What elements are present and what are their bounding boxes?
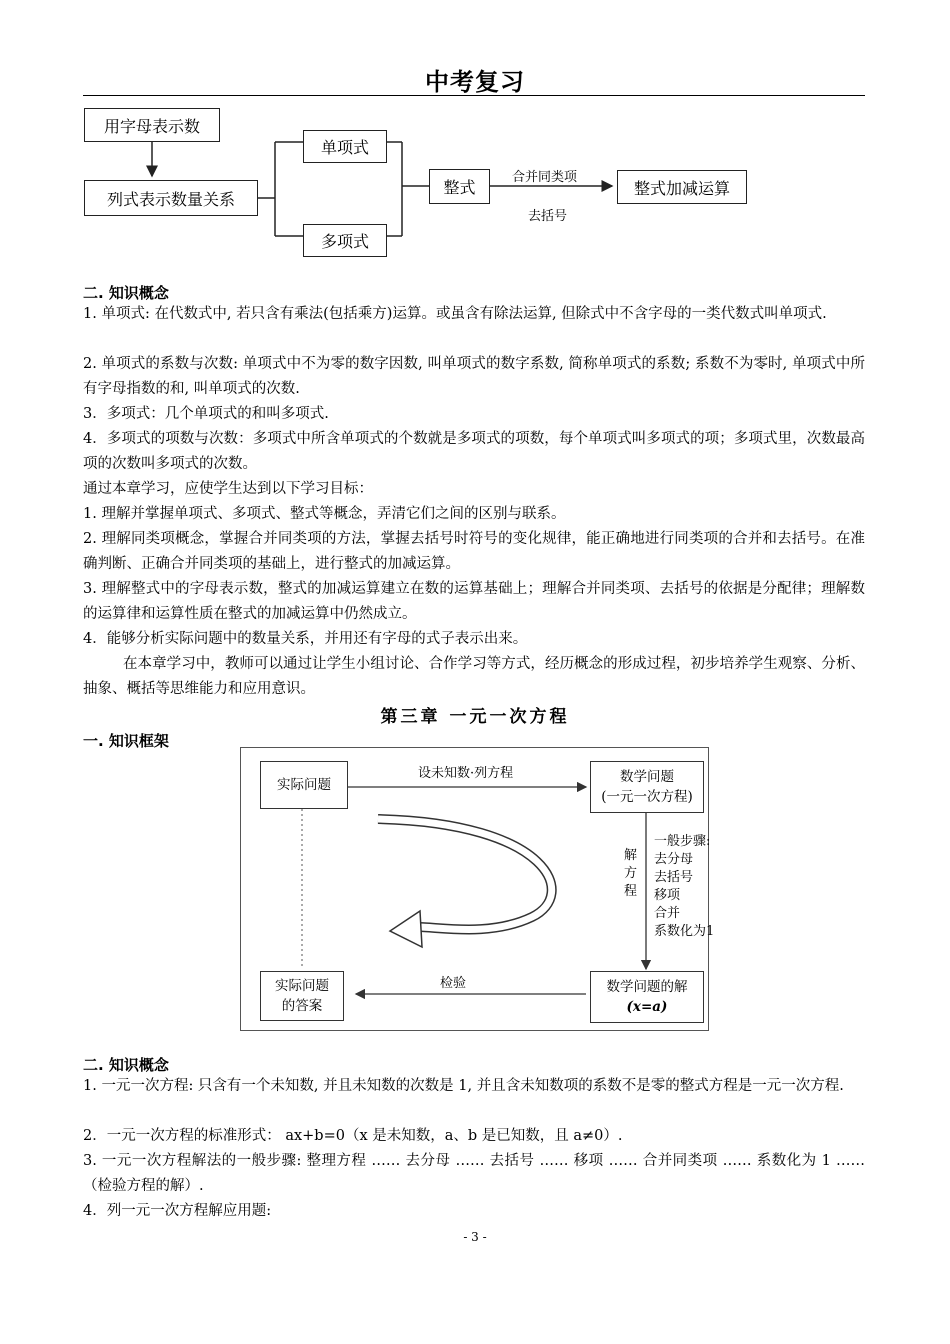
title-underline [83, 95, 865, 96]
box-polynomial: 多项式 [303, 224, 387, 257]
label-solve-equation: 解方程 [624, 848, 638, 899]
box-real-answer [260, 971, 344, 1021]
box-real-answer-line2: 的答案 [281, 998, 323, 1014]
paragraph: 2．一元一次方程的标准形式： ax+b=0（x 是未知数，a、b 是已知数，且 a≠0）. [83, 1128, 623, 1144]
step-coefficient-to-one: 系数化为1 [654, 924, 715, 939]
box-math-solution-line1: 数学问题的解 [606, 979, 688, 995]
integral-expression-diagram [80, 104, 780, 269]
box-real-problem-label: 实际问题 [277, 777, 331, 793]
step-combine: 合并 [654, 906, 681, 921]
step-move-terms: 移项 [654, 888, 681, 903]
box-math-problem [590, 761, 704, 813]
paragraph: 4．能够分析实际问题中的数量关系，并用还有字母的式子表示出来。 [83, 631, 528, 647]
box-letters-represent-numbers: 用字母表示数 [84, 108, 220, 142]
section-heading-concepts-2: 二. 知识概念 [83, 1056, 169, 1074]
paragraph: 1. 理解并掌握单项式、多项式、整式等概念，弄清它们之间的区别与联系。 [83, 506, 566, 522]
label-set-unknown-form-equation: 设未知数·列方程 [418, 766, 514, 781]
paragraph: 4．列一元一次方程解应用题: [83, 1203, 272, 1219]
section-heading-concepts: 二. 知识概念 [83, 284, 169, 302]
paragraph: 1. 单项式: 在代数式中, 若只含有乘法(包括乘方)运算。或虽含有除法运算, 但除式中不含字母的一类代数式叫单项式. [83, 306, 827, 322]
curved-arrow [378, 819, 552, 930]
linear-equation-diagram [240, 747, 715, 1032]
step-general: 一般步骤: [654, 834, 711, 849]
chapter-title: 第三章 一元一次方程 [380, 707, 570, 727]
paragraph: 4．多项式的项数与次数：多项式中所含单项式的个数就是多项式的项数，每个单项式叫多项式的项；多项式里，次数最高项的次数叫多项式的次数。 [83, 431, 865, 472]
box-monomial: 单项式 [303, 130, 387, 163]
label-check: 检验 [440, 976, 467, 991]
paragraph: 2. 单项式的系数与次数: 单项式中不为零的数字因数, 叫单项式的数字系数, 简称单项式的系数; 系数不为零时, 单项式中所有字母指数的和, 叫单项式的次数. [83, 356, 865, 397]
box-math-problem-line2: (一元一次方程) [601, 789, 693, 805]
paragraph: 在本章学习中，教师可以通过让学生小组讨论、合作学习等方式，经历概念的形成过程，初步培养学生观察、分析、抽象、概括等思维能力和应用意识。 [83, 656, 865, 697]
box-math-solution [590, 971, 704, 1023]
box-integral-expression: 整式 [429, 169, 490, 204]
page-number: - 3 - [463, 1230, 487, 1244]
label-combine-like-terms: 合并同类项 [512, 170, 578, 185]
step-remove-brackets: 去括号 [654, 870, 694, 885]
page-title: 中考复习 [425, 68, 525, 96]
step-remove-denominator: 去分母 [654, 852, 694, 867]
curved-arrow-head [390, 911, 422, 947]
paragraph: 2. 理解同类项概念，掌握合并同类项的方法，掌握去括号时符号的变化规律，能正确地进行同类项的合并和去括号。在准确判断、正确合并同类项的基础上，进行整式的加减运算。 [83, 531, 865, 572]
box-integral-add-subtract: 整式加减运算 [617, 170, 747, 204]
paragraph: 1. 一元一次方程: 只含有一个未知数, 并且未知数的次数是 1, 并且含未知数项的系数不是零的整式方程是一元一次方程. [83, 1078, 844, 1094]
paragraph: 3. 理解整式中的字母表示数，整式的加减运算建立在数的运算基础上；理解合并同类项、去括号的依据是分配律；理解数的运算律和运算性质在整式的加减运算中仍然成立。 [83, 581, 865, 622]
box-math-problem-line1: 数学问题 [620, 769, 674, 785]
box-express-quantity-relations: 列式表示数量关系 [84, 180, 258, 216]
paragraph: 3．多项式：几个单项式的和叫多项式. [83, 406, 329, 422]
paragraph: 通过本章学习，应使学生达到以下学习目标： [83, 481, 373, 497]
paragraph: 3. 一元一次方程解法的一般步骤: 整理方程 …… 去分母 …… 去括号 …… 移项 …… 合并同类项 …… 系数化为 1 …… （检验方程的解）. [83, 1153, 865, 1194]
section-heading-framework: 一. 知识框架 [83, 732, 169, 750]
box-real-answer-line1: 实际问题 [275, 978, 329, 994]
label-remove-brackets: 去括号 [528, 209, 568, 224]
box-real-problem [260, 761, 348, 809]
box-math-solution-line2: (x=a) [626, 999, 668, 1015]
